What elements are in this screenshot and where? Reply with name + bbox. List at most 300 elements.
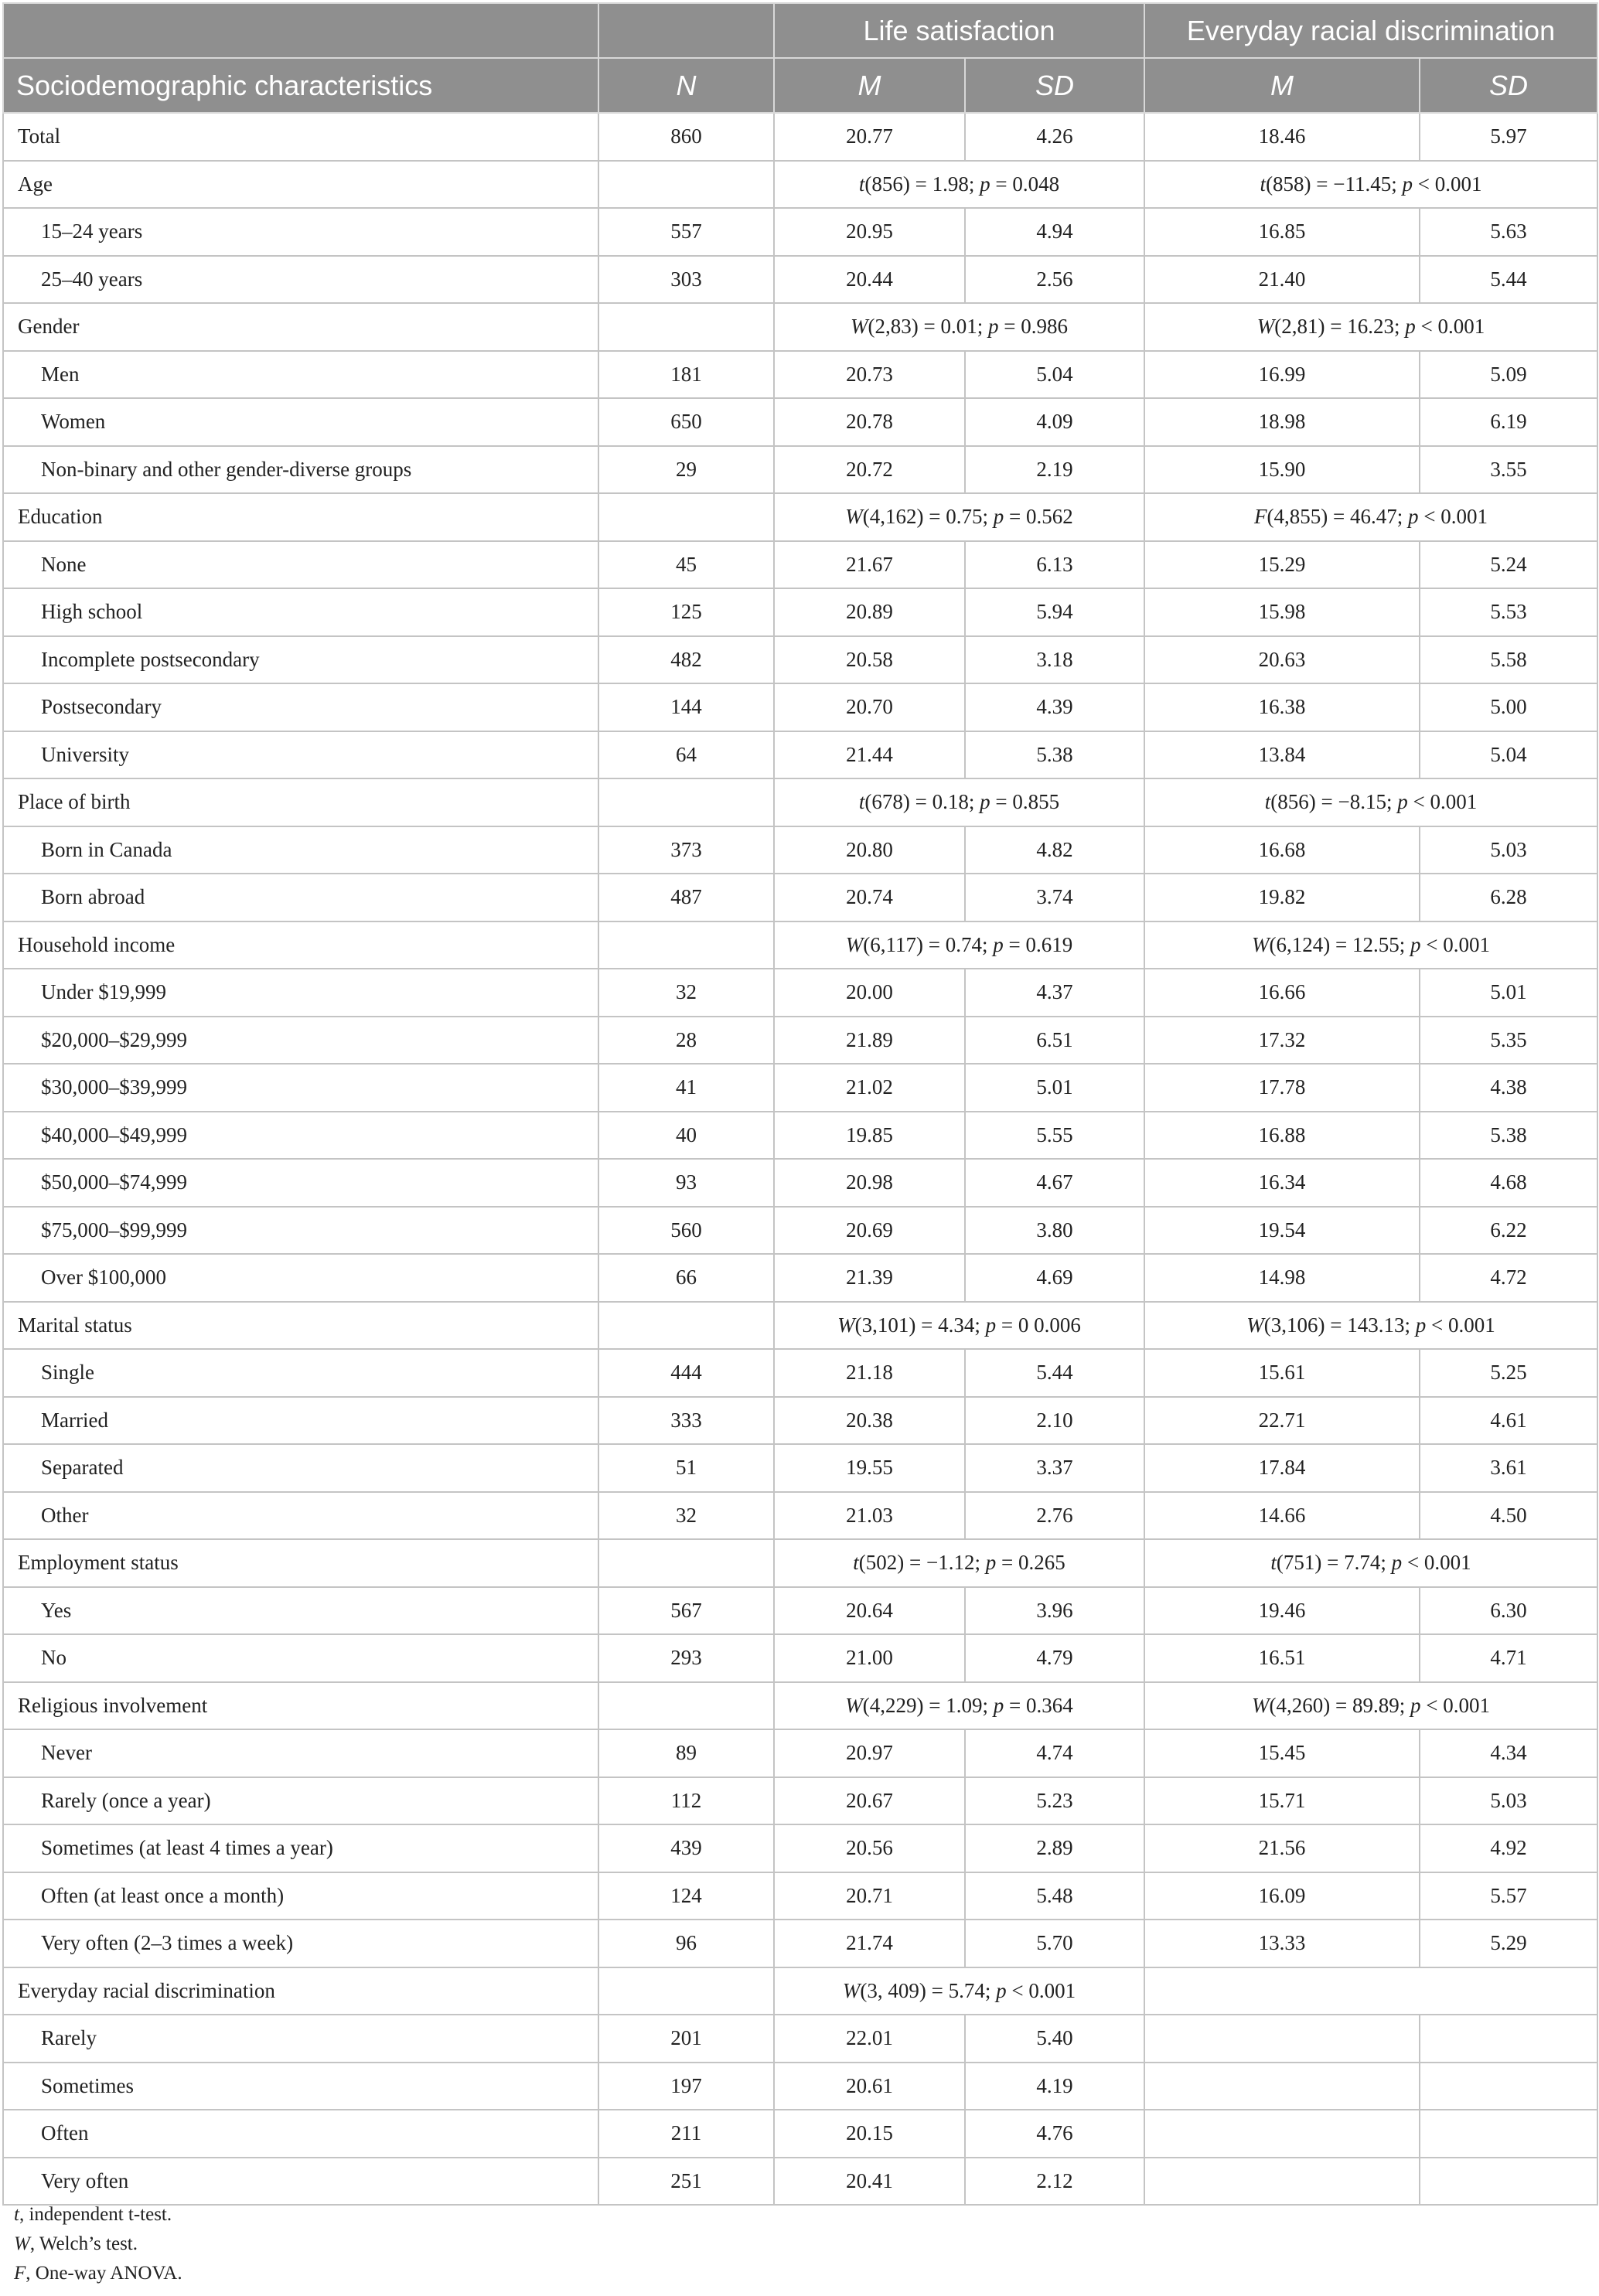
- footnote-text: , One-way ANOVA.: [26, 2263, 182, 2284]
- results-table: [2, 2, 1598, 2206]
- cell-rd-sd: 5.03: [1420, 1777, 1597, 1825]
- table-row: [3, 1920, 1597, 1967]
- p-symbol: p: [993, 505, 1004, 529]
- test-symbol: t: [858, 172, 865, 196]
- cell-ls-mean: 21.39: [774, 1254, 965, 1302]
- test-symbol: W: [837, 1313, 855, 1337]
- footnote-symbol: t: [14, 2204, 19, 2225]
- cell-rd-mean: 15.61: [1144, 1349, 1420, 1397]
- table-row: [3, 969, 1597, 1017]
- cell-rd-sd: 5.38: [1420, 1112, 1597, 1160]
- cell-n: 93: [598, 1159, 774, 1207]
- p-symbol: p: [993, 932, 1004, 956]
- cell-rd-sd: 6.19: [1420, 398, 1597, 446]
- test-symbol: t: [1270, 1551, 1277, 1575]
- cell-rd-mean: 19.46: [1144, 1587, 1420, 1635]
- footnote-text: , independent t-test.: [19, 2204, 172, 2225]
- cell-ls-mean: 21.02: [774, 1064, 965, 1112]
- cell-rd-mean: 16.85: [1144, 208, 1420, 256]
- cell-rd-sd: [1420, 2015, 1597, 2063]
- cell-rd-mean: 16.68: [1144, 826, 1420, 874]
- table-row: [3, 1492, 1597, 1540]
- cell-n: 201: [598, 2015, 774, 2063]
- cell-n: 28: [598, 1017, 774, 1065]
- table-row: [3, 351, 1597, 399]
- cell-ls-sd: 4.37: [965, 969, 1144, 1017]
- table-row: [3, 2110, 1597, 2158]
- cell-ls-mean: 20.67: [774, 1777, 965, 1825]
- cell-rd-mean: [1144, 2158, 1420, 2206]
- cell-empty: [598, 303, 774, 351]
- cell-ls-sd: 6.51: [965, 1017, 1144, 1065]
- cell-ls-mean: 19.55: [774, 1444, 965, 1492]
- cell-rd-sd: 5.35: [1420, 1017, 1597, 1065]
- test-value: (4,229) = 1.09;: [862, 1693, 994, 1717]
- p-symbol: p: [1408, 505, 1419, 529]
- test-value: (4,162) = 0.75;: [862, 505, 994, 529]
- p-symbol: p: [996, 1978, 1007, 2002]
- table-footnotes: [14, 2200, 182, 2288]
- test-symbol: W: [1246, 1313, 1264, 1337]
- row-label: Total: [3, 113, 598, 161]
- cell-n: 96: [598, 1920, 774, 1967]
- row-label: Women: [3, 398, 598, 446]
- cell-rd-sd: 4.92: [1420, 1824, 1597, 1872]
- row-label: $20,000–$29,999: [3, 1017, 598, 1065]
- test-value: (858) = −11.45;: [1266, 172, 1403, 196]
- cell-empty: [598, 1539, 774, 1587]
- cell-rd-mean: 13.84: [1144, 731, 1420, 779]
- cell-ls-sd: 4.69: [965, 1254, 1144, 1302]
- p-value: = 0.562: [1004, 505, 1073, 529]
- cell-ls-sd: 4.39: [965, 683, 1144, 731]
- header-rd-sd: SD: [1420, 58, 1597, 113]
- cell-n: 860: [598, 113, 774, 161]
- rd-test-statistic: [1144, 161, 1597, 209]
- cell-ls-mean: 20.38: [774, 1397, 965, 1445]
- header-n: N: [598, 58, 774, 113]
- table-row: [3, 1777, 1597, 1825]
- row-label: None: [3, 541, 598, 589]
- p-symbol: p: [985, 1551, 997, 1575]
- cell-n: 144: [598, 683, 774, 731]
- cell-n: 482: [598, 636, 774, 684]
- cell-rd-mean: 14.66: [1144, 1492, 1420, 1540]
- cell-ls-sd: 5.55: [965, 1112, 1144, 1160]
- cell-ls-sd: 2.56: [965, 256, 1144, 304]
- rd-test-statistic: [1144, 1539, 1597, 1587]
- cell-rd-mean: 21.56: [1144, 1824, 1420, 1872]
- cell-ls-mean: 20.72: [774, 446, 965, 494]
- p-symbol: p: [1410, 932, 1421, 956]
- cell-ls-sd: 3.37: [965, 1444, 1144, 1492]
- test-symbol: W: [1252, 932, 1270, 956]
- cell-empty: [598, 1302, 774, 1350]
- footnote: [14, 2230, 182, 2259]
- cell-rd-sd: 4.61: [1420, 1397, 1597, 1445]
- cell-rd-sd: 5.04: [1420, 731, 1597, 779]
- table-container: [2, 2, 1597, 2206]
- table-row: [3, 636, 1597, 684]
- row-label: Married: [3, 1397, 598, 1445]
- row-label: Separated: [3, 1444, 598, 1492]
- cell-n: 197: [598, 2063, 774, 2110]
- cell-n: 560: [598, 1207, 774, 1255]
- header-characteristics: Sociodemographic characteristics: [3, 58, 598, 113]
- category-row: [3, 1302, 1597, 1350]
- row-label: Other: [3, 1492, 598, 1540]
- category-label: Education: [3, 493, 598, 541]
- cell-rd-mean: 17.32: [1144, 1017, 1420, 1065]
- test-value: (3,106) = 143.13;: [1263, 1313, 1416, 1337]
- p-symbol: p: [988, 315, 999, 339]
- cell-rd-sd: 4.68: [1420, 1159, 1597, 1207]
- cell-ls-mean: 20.98: [774, 1159, 965, 1207]
- cell-rd-sd: [1420, 2063, 1597, 2110]
- p-symbol: p: [985, 1313, 997, 1337]
- p-value: = 0 0.006: [996, 1313, 1081, 1337]
- cell-rd-mean: [1144, 2015, 1420, 2063]
- test-value: (6,117) = 0.74;: [863, 932, 994, 956]
- category-label: Place of birth: [3, 778, 598, 826]
- cell-n: 64: [598, 731, 774, 779]
- table-row: [3, 113, 1597, 161]
- test-symbol: W: [845, 505, 863, 529]
- cell-rd-mean: [1144, 2063, 1420, 2110]
- row-label: Sometimes (at least 4 times a year): [3, 1824, 598, 1872]
- category-label: Age: [3, 161, 598, 209]
- cell-ls-sd: 2.76: [965, 1492, 1144, 1540]
- header-group-row: [3, 3, 1597, 58]
- test-value: (4,855) = 46.47;: [1267, 505, 1408, 529]
- ls-test-statistic: [774, 1682, 1144, 1730]
- test-symbol: t: [858, 790, 865, 814]
- row-label: $30,000–$39,999: [3, 1064, 598, 1112]
- cell-n: 41: [598, 1064, 774, 1112]
- test-value: (2,81) = 16.23;: [1274, 315, 1406, 339]
- cell-ls-mean: 20.69: [774, 1207, 965, 1255]
- cell-n: 293: [598, 1634, 774, 1682]
- test-value: (6,124) = 12.55;: [1269, 932, 1410, 956]
- test-symbol: F: [1254, 505, 1267, 529]
- cell-n: 557: [598, 208, 774, 256]
- ls-test-statistic: [774, 303, 1144, 351]
- cell-rd-sd: 5.24: [1420, 541, 1597, 589]
- cell-ls-sd: 5.23: [965, 1777, 1144, 1825]
- category-row: [3, 1967, 1597, 2015]
- ls-test-statistic: [774, 493, 1144, 541]
- cell-ls-mean: 20.56: [774, 1824, 965, 1872]
- p-value: = 0.265: [996, 1551, 1065, 1575]
- table-row: [3, 826, 1597, 874]
- cell-n: 89: [598, 1729, 774, 1777]
- rd-test-statistic: [1144, 1302, 1597, 1350]
- cell-ls-mean: 19.85: [774, 1112, 965, 1160]
- rd-test-statistic: [1144, 493, 1597, 541]
- cell-n: 650: [598, 398, 774, 446]
- p-symbol: p: [1397, 790, 1408, 814]
- table-row: [3, 2015, 1597, 2063]
- cell-ls-mean: 20.78: [774, 398, 965, 446]
- rd-test-statistic: [1144, 921, 1597, 969]
- cell-ls-mean: 20.74: [774, 874, 965, 921]
- category-row: [3, 493, 1597, 541]
- cell-ls-sd: 3.96: [965, 1587, 1144, 1635]
- p-value: < 0.001: [1402, 1551, 1471, 1575]
- p-symbol: p: [993, 1693, 1004, 1717]
- test-symbol: t: [1264, 790, 1271, 814]
- cell-ls-mean: 20.61: [774, 2063, 965, 2110]
- test-value: (3,101) = 4.34;: [854, 1313, 986, 1337]
- table-row: [3, 446, 1597, 494]
- test-value: (3, 409) = 5.74;: [860, 1978, 997, 2002]
- cell-rd-sd: 4.38: [1420, 1064, 1597, 1112]
- footnote: [14, 2259, 182, 2288]
- footnote-symbol: W: [14, 2233, 30, 2254]
- row-label: University: [3, 731, 598, 779]
- header-blank: [598, 3, 774, 58]
- p-symbol: p: [980, 790, 990, 814]
- cell-ls-mean: 21.00: [774, 1634, 965, 1682]
- row-label: Often: [3, 2110, 598, 2158]
- test-symbol: W: [845, 1693, 863, 1717]
- table-row: [3, 1872, 1597, 1920]
- cell-ls-sd: 5.44: [965, 1349, 1144, 1397]
- table-row: [3, 1017, 1597, 1065]
- table-row: [3, 1349, 1597, 1397]
- header-ls-mean: M: [774, 58, 965, 113]
- row-label: $50,000–$74,999: [3, 1159, 598, 1207]
- cell-rd-mean: 15.45: [1144, 1729, 1420, 1777]
- p-value: < 0.001: [1415, 315, 1485, 339]
- header-rd-mean: M: [1144, 58, 1420, 113]
- cell-ls-sd: 5.94: [965, 588, 1144, 636]
- cell-ls-sd: 2.10: [965, 1397, 1144, 1445]
- cell-empty: [598, 1682, 774, 1730]
- cell-ls-mean: 20.89: [774, 588, 965, 636]
- cell-ls-mean: 20.71: [774, 1872, 965, 1920]
- cell-rd-mean: 21.40: [1144, 256, 1420, 304]
- cell-ls-sd: 4.76: [965, 2110, 1144, 2158]
- category-label: Gender: [3, 303, 598, 351]
- cell-n: 567: [598, 1587, 774, 1635]
- cell-rd-mean: 15.29: [1144, 541, 1420, 589]
- cell-rd-mean: 16.99: [1144, 351, 1420, 399]
- table-row: [3, 398, 1597, 446]
- cell-ls-sd: 5.01: [965, 1064, 1144, 1112]
- row-label: Over $100,000: [3, 1254, 598, 1302]
- cell-ls-sd: 5.40: [965, 2015, 1144, 2063]
- test-symbol: W: [845, 932, 864, 956]
- cell-n: 439: [598, 1824, 774, 1872]
- cell-rd-sd: 3.55: [1420, 446, 1597, 494]
- table-header: [3, 3, 1597, 113]
- cell-n: 373: [598, 826, 774, 874]
- ls-test-statistic: [774, 921, 1144, 969]
- row-label: Under $19,999: [3, 969, 598, 1017]
- cell-rd-sd: 4.72: [1420, 1254, 1597, 1302]
- cell-ls-sd: 4.79: [965, 1634, 1144, 1682]
- cell-rd-mean: 16.34: [1144, 1159, 1420, 1207]
- row-label: $40,000–$49,999: [3, 1112, 598, 1160]
- cell-ls-sd: 4.67: [965, 1159, 1144, 1207]
- cell-ls-sd: 4.26: [965, 113, 1144, 161]
- category-label: Religious involvement: [3, 1682, 598, 1730]
- test-symbol: W: [842, 1978, 861, 2002]
- row-label: Often (at least once a month): [3, 1872, 598, 1920]
- row-label: High school: [3, 588, 598, 636]
- cell-rd-sd: 5.29: [1420, 1920, 1597, 1967]
- cell-rd-mean: 17.84: [1144, 1444, 1420, 1492]
- ls-test-statistic: [774, 1967, 1144, 2015]
- cell-ls-mean: 21.74: [774, 1920, 965, 1967]
- rd-test-statistic: [1144, 1967, 1597, 2015]
- header-column-row: [3, 58, 1597, 113]
- table-row: [3, 256, 1597, 304]
- cell-ls-mean: 20.58: [774, 636, 965, 684]
- test-symbol: W: [1252, 1693, 1270, 1717]
- cell-rd-mean: 19.82: [1144, 874, 1420, 921]
- p-value: < 0.001: [1006, 1978, 1076, 2002]
- cell-ls-mean: 20.80: [774, 826, 965, 874]
- p-symbol: p: [1402, 172, 1413, 196]
- cell-n: 181: [598, 351, 774, 399]
- ls-test-statistic: [774, 778, 1144, 826]
- p-value: < 0.001: [1407, 790, 1478, 814]
- category-row: [3, 778, 1597, 826]
- cell-empty: [598, 1967, 774, 2015]
- cell-n: 45: [598, 541, 774, 589]
- cell-n: 66: [598, 1254, 774, 1302]
- cell-n: 211: [598, 2110, 774, 2158]
- cell-rd-sd: 6.28: [1420, 874, 1597, 921]
- cell-ls-mean: 20.95: [774, 208, 965, 256]
- p-value: = 0.986: [998, 315, 1068, 339]
- cell-rd-mean: 18.98: [1144, 398, 1420, 446]
- test-value: (751) = 7.74;: [1276, 1551, 1392, 1575]
- row-label: 25–40 years: [3, 256, 598, 304]
- cell-rd-sd: 5.25: [1420, 1349, 1597, 1397]
- test-symbol: W: [851, 315, 868, 339]
- test-symbol: W: [1256, 315, 1275, 339]
- cell-n: 112: [598, 1777, 774, 1825]
- cell-empty: [598, 921, 774, 969]
- ls-test-statistic: [774, 161, 1144, 209]
- cell-ls-sd: 3.18: [965, 636, 1144, 684]
- rd-test-statistic: [1144, 1682, 1597, 1730]
- cell-ls-sd: 4.82: [965, 826, 1144, 874]
- ls-test-statistic: [774, 1539, 1144, 1587]
- footnote-text: , Welch’s test.: [29, 2233, 138, 2254]
- p-symbol: p: [1391, 1551, 1403, 1575]
- p-value: = 0.619: [1003, 932, 1073, 956]
- category-row: [3, 1539, 1597, 1587]
- row-label: No: [3, 1634, 598, 1682]
- p-value: < 0.001: [1420, 1693, 1490, 1717]
- cell-rd-mean: 16.88: [1144, 1112, 1420, 1160]
- row-label: Single: [3, 1349, 598, 1397]
- category-row: [3, 303, 1597, 351]
- cell-rd-mean: 22.71: [1144, 1397, 1420, 1445]
- cell-ls-sd: 3.74: [965, 874, 1144, 921]
- table-row: [3, 1112, 1597, 1160]
- cell-ls-mean: 20.15: [774, 2110, 965, 2158]
- cell-n: 444: [598, 1349, 774, 1397]
- ls-test-statistic: [774, 1302, 1144, 1350]
- cell-rd-sd: 6.22: [1420, 1207, 1597, 1255]
- table-row: [3, 1397, 1597, 1445]
- table-row: [3, 2063, 1597, 2110]
- footnote: [14, 2200, 182, 2230]
- cell-ls-mean: 22.01: [774, 2015, 965, 2063]
- p-value: < 0.001: [1426, 1313, 1495, 1337]
- cell-ls-sd: 3.80: [965, 1207, 1144, 1255]
- row-label: Incomplete postsecondary: [3, 636, 598, 684]
- cell-ls-mean: 20.00: [774, 969, 965, 1017]
- row-label: Postsecondary: [3, 683, 598, 731]
- table-row: [3, 1444, 1597, 1492]
- cell-ls-mean: 20.73: [774, 351, 965, 399]
- table-row: [3, 1824, 1597, 1872]
- cell-ls-sd: 2.19: [965, 446, 1144, 494]
- table-row: [3, 1064, 1597, 1112]
- cell-rd-sd: 6.30: [1420, 1587, 1597, 1635]
- cell-rd-sd: 5.09: [1420, 351, 1597, 399]
- cell-n: 124: [598, 1872, 774, 1920]
- row-label: Born in Canada: [3, 826, 598, 874]
- cell-ls-mean: 21.89: [774, 1017, 965, 1065]
- test-value: (856) = 1.98;: [864, 172, 980, 196]
- cell-rd-mean: [1144, 2110, 1420, 2158]
- test-value: (4,260) = 89.89;: [1269, 1693, 1410, 1717]
- p-value: < 0.001: [1418, 505, 1488, 529]
- cell-rd-mean: 13.33: [1144, 1920, 1420, 1967]
- header-racial-discrimination: Everyday racial discrimination: [1144, 3, 1597, 58]
- cell-empty: [598, 493, 774, 541]
- test-symbol: t: [1260, 172, 1267, 196]
- rd-test-statistic: [1144, 303, 1597, 351]
- table-body: [3, 113, 1597, 2205]
- cell-ls-mean: 21.03: [774, 1492, 965, 1540]
- cell-ls-mean: 20.41: [774, 2158, 965, 2206]
- cell-ls-mean: 20.70: [774, 683, 965, 731]
- cell-ls-mean: 20.44: [774, 256, 965, 304]
- cell-rd-mean: 14.98: [1144, 1254, 1420, 1302]
- cell-ls-sd: 4.19: [965, 2063, 1144, 2110]
- cell-ls-sd: 5.48: [965, 1872, 1144, 1920]
- row-label: $75,000–$99,999: [3, 1207, 598, 1255]
- table-row: [3, 1159, 1597, 1207]
- test-value: (2,83) = 0.01;: [868, 315, 988, 339]
- category-label: Employment status: [3, 1539, 598, 1587]
- p-value: < 0.001: [1420, 932, 1490, 956]
- cell-rd-mean: 17.78: [1144, 1064, 1420, 1112]
- cell-ls-sd: 5.38: [965, 731, 1144, 779]
- table-row: [3, 588, 1597, 636]
- cell-rd-sd: 5.97: [1420, 113, 1597, 161]
- cell-ls-mean: 21.44: [774, 731, 965, 779]
- table-row: [3, 1729, 1597, 1777]
- cell-ls-sd: 5.70: [965, 1920, 1144, 1967]
- row-label: Men: [3, 351, 598, 399]
- cell-rd-mean: 16.51: [1144, 1634, 1420, 1682]
- row-label: Born abroad: [3, 874, 598, 921]
- cell-rd-sd: 5.01: [1420, 969, 1597, 1017]
- cell-rd-sd: 5.44: [1420, 256, 1597, 304]
- table-row: [3, 874, 1597, 921]
- cell-rd-sd: 5.03: [1420, 826, 1597, 874]
- cell-n: 29: [598, 446, 774, 494]
